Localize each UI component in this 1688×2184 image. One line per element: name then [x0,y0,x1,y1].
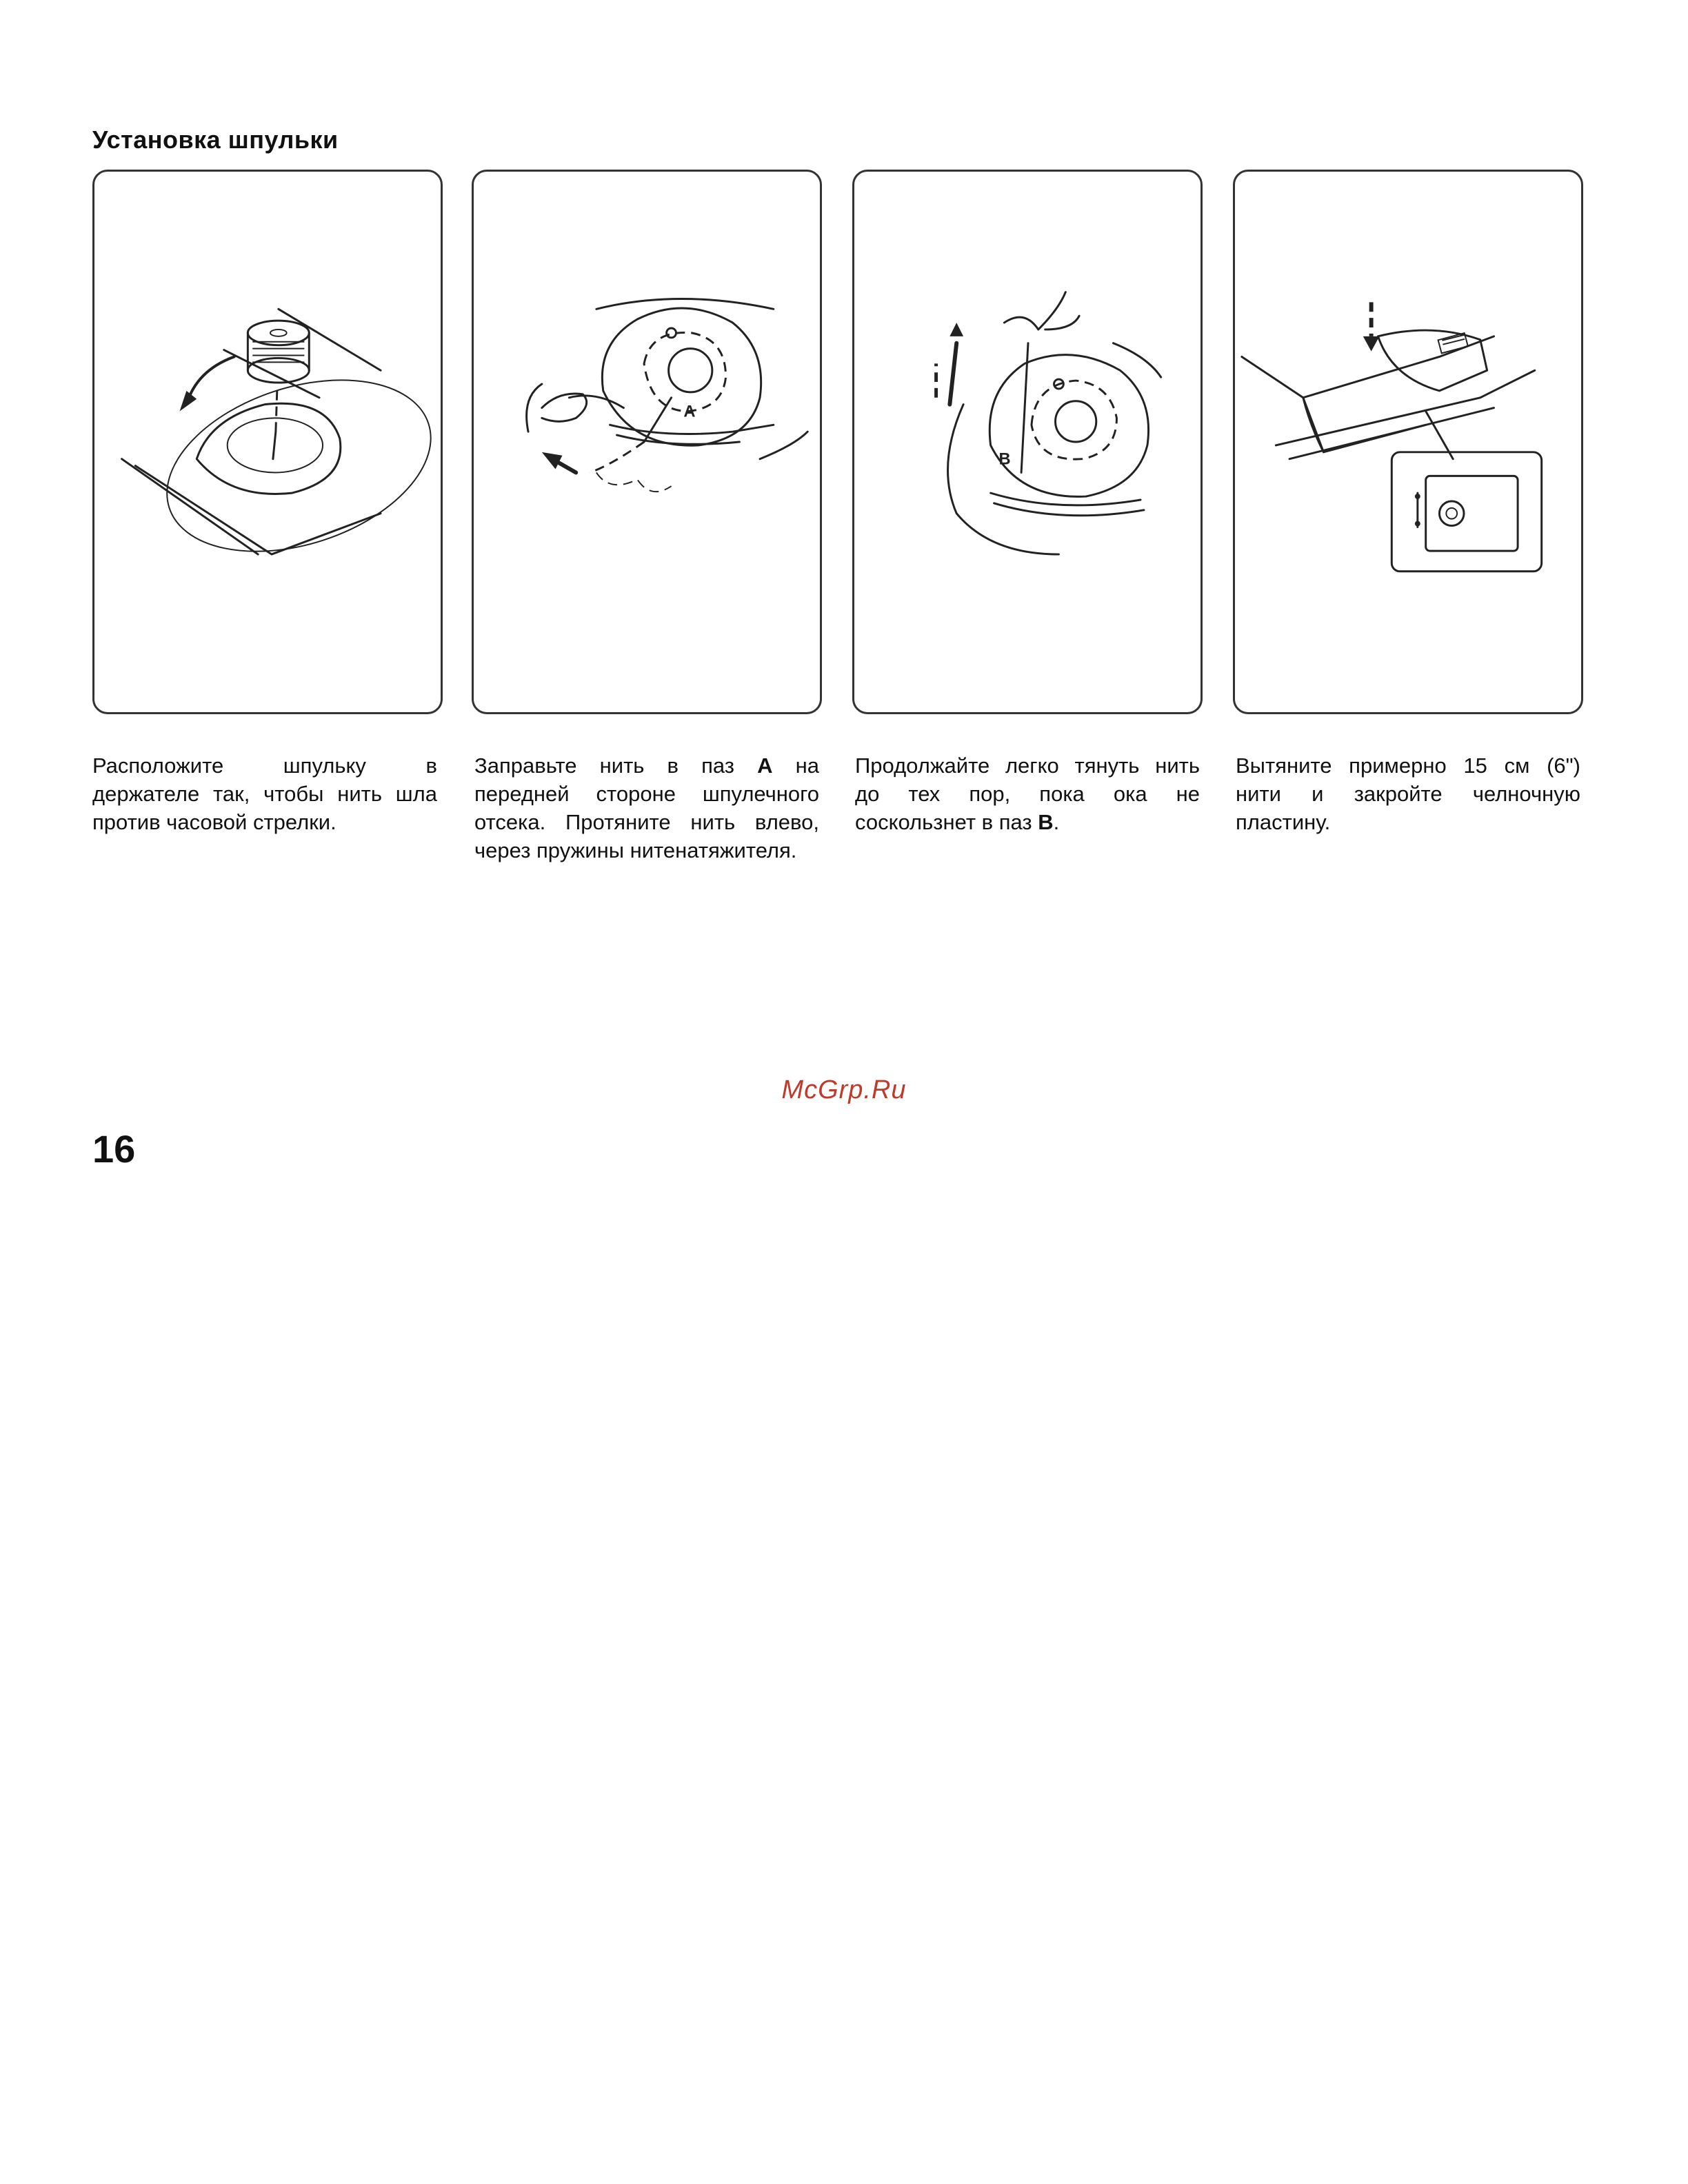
page-title: Установка шпульки [92,125,339,154]
close-plate-drawing [1235,172,1581,712]
step-2-caption [474,751,819,865]
step-1-caption: Расположите шпульку в держателе так, чтобы нить шла против часовой стрелки. [92,754,437,834]
step-4-caption: Вытяните примерно 15 см (6") нити и закройте челночную пластину. [1236,754,1580,834]
step-4-illustration [1233,170,1583,714]
slot-label: A [757,754,773,778]
step-3-illustration [852,170,1203,714]
caption-text: . [1053,810,1060,834]
page-number: 16 [92,1127,136,1171]
step-3-caption [855,751,1200,836]
slot-b-label: B [998,450,1011,469]
caption-text: Продолжайте легко тянуть нить до тех пор, пока ока не соскользнет в паз [855,754,1200,834]
watermark: McGrp.Ru [781,1075,907,1104]
caption-text: Заправьте нить в паз [474,754,758,778]
caption-text: на передней стороне шпулечного отсека. Протяните нить влево, через пружины нитенатяжителя. [474,754,819,862]
slot-label: B [1038,810,1054,834]
bobbin-insert-drawing [94,172,441,712]
slot-a-threading-drawing [474,172,820,712]
step-1-illustration [92,170,443,714]
slot-a-label: A [683,403,696,421]
step-2-illustration [472,170,822,714]
slot-b-threading-drawing [854,172,1200,712]
